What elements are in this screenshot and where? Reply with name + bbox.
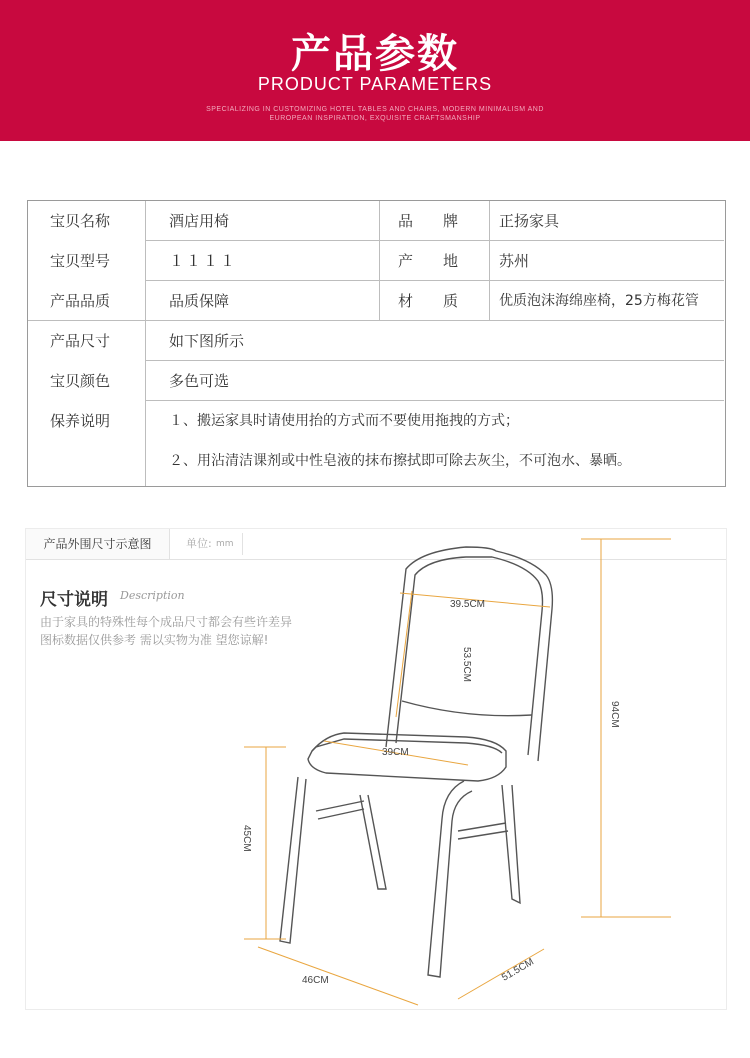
dim-label-backrest-width: 39.5CM: [450, 599, 486, 610]
chair-drawing: [26, 529, 726, 1009]
backrest-cushion: [402, 701, 532, 716]
origin-value: 苏州: [499, 252, 530, 270]
quality-value: 品质保障: [169, 292, 230, 310]
care-note-2: ２、用沾清洁课剂或中性皂液的抹布擦拭即可除去灰尘，不可泡水、暴晒。: [169, 453, 631, 469]
description-script: Description: [120, 589, 185, 602]
name-label: 宝贝名称: [50, 212, 111, 230]
banner-subtitle-2: EUROPEAN INSPIRATION, EXQUISITE CRAFTSMANSHIP: [269, 115, 481, 122]
name-value: 酒店用椅: [169, 212, 230, 230]
dim-label-depth: 51.5CM: [500, 956, 536, 984]
row-divider: [145, 240, 724, 241]
size-label: 产品尺寸: [50, 332, 111, 350]
tab-dimensions[interactable]: 产品外围尺寸示意图: [26, 529, 170, 559]
material-value: 优质泡沫海绵座椅，25方梅花管: [499, 293, 699, 309]
unit-label: 单位:: [186, 537, 212, 550]
stretcher-right: [458, 823, 508, 839]
chair-outline: [280, 547, 552, 977]
header-banner: [0, 0, 750, 141]
model-label: 宝贝型号: [50, 252, 111, 270]
row-divider: [145, 280, 724, 281]
leg-back-right: [502, 785, 520, 903]
dim-label-base-width: 46CM: [302, 975, 329, 986]
row-divider: [145, 360, 724, 361]
row-divider: [145, 400, 724, 401]
brand-value: 正扬家具: [499, 212, 560, 230]
dim-label-overall-height: 94CM: [609, 701, 620, 728]
dim-label-seat-width: 39CM: [382, 747, 409, 758]
care-note-1: １、搬运家具时请使用抬的方式而不要使用拖拽的方式；: [169, 413, 519, 429]
col-divider: [489, 201, 490, 321]
color-value: 多色可选: [169, 372, 230, 390]
row-divider: [28, 320, 724, 321]
origin-label: 产 地: [398, 252, 459, 270]
page-title-en: PRODUCT PARAMETERS: [257, 74, 493, 94]
brand-label: 品 牌: [398, 212, 459, 230]
dim-line-base-width: [258, 947, 418, 1005]
dim-label-seat-height: 45CM: [241, 825, 252, 852]
params-table: [27, 200, 726, 487]
dimension-diagram: [25, 528, 727, 1010]
description-line-2: 图标数据仅供参考 需以实物为准 望您谅解!: [40, 633, 269, 647]
dim-line-overall-height: [581, 539, 671, 917]
page-title: 产品参数: [291, 30, 459, 77]
material-label: 材 质: [398, 292, 459, 310]
leg-front-left: [280, 777, 306, 943]
color-label: 宝贝颜色: [50, 372, 111, 390]
unit-value: mm: [216, 539, 234, 549]
description-line-1: 由于家具的特殊性每个成品尺寸都会有些许差异: [40, 615, 293, 629]
col-divider: [145, 201, 146, 486]
dim-label-backrest-height: 53.5CM: [461, 647, 472, 683]
care-label: 保养说明: [50, 412, 111, 430]
leg-front-right: [428, 781, 472, 977]
quality-label: 产品品质: [50, 292, 111, 310]
description-title: 尺寸说明: [40, 590, 108, 610]
dim-line-backrest-height: [396, 591, 412, 717]
size-value: 如下图所示: [169, 332, 245, 350]
stretcher-left: [316, 801, 364, 819]
col-divider: [379, 201, 380, 321]
model-value: １１１１: [169, 252, 238, 270]
banner-subtitle-1: SPECIALIZING IN CUSTOMIZING HOTEL TABLES AND CHAIRS, MODERN MINIMALISM AND: [206, 106, 544, 113]
